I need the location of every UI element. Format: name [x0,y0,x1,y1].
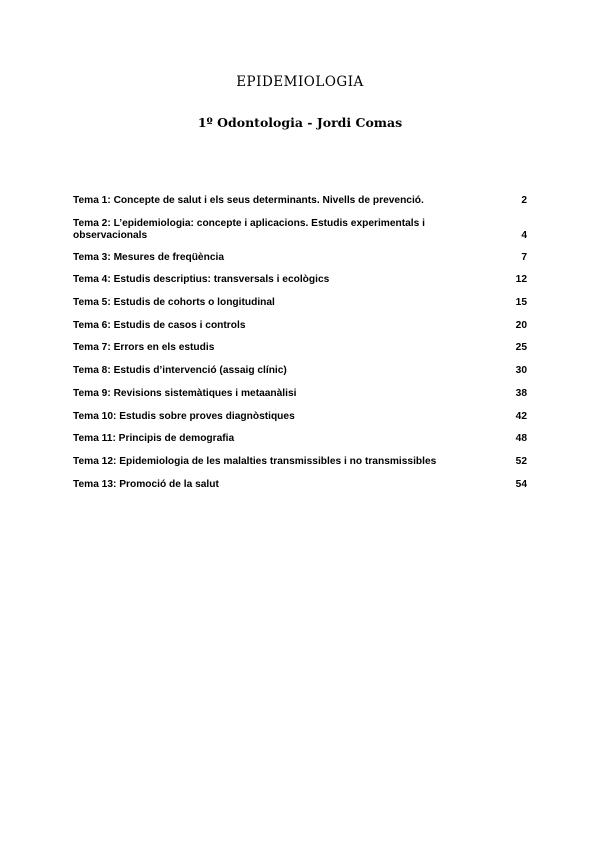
toc-entry[interactable] [73,456,527,468]
toc-entry-label: Tema 9: Revisions sistemàtiques i metaanàlisi [73,387,297,399]
toc-entry[interactable] [73,479,527,491]
toc-entry[interactable] [73,274,527,286]
toc-entry-page: 48 [515,433,527,445]
toc-entry[interactable] [73,433,527,445]
toc-entry[interactable] [73,388,527,400]
toc-entry[interactable] [73,252,527,264]
toc-entry-page: 38 [515,387,527,399]
toc-entry-label: Tema 3: Mesures de freqüència [73,251,224,263]
toc-entry[interactable] [73,218,527,242]
toc-entry-label: Tema 12: Epidemiologia de les malalties transmissibles i no transmissibles [73,455,437,467]
toc-entry-label: Tema 2: L’epidemiologia: concepte i aplicacions. Estudis experimentals i observacionals [73,217,425,241]
document-title: EPIDEMIOLOGIA [236,74,364,90]
toc-entry[interactable] [73,297,527,309]
toc-entry[interactable] [73,320,527,332]
toc-entry-label: Tema 4: Estudis descriptius: transversals i ecològics [73,274,330,286]
toc-entry-page: 7 [521,251,527,263]
toc-entry-label: Tema 13: Promoció de la salut [73,478,219,490]
toc-entry[interactable] [73,195,527,207]
toc-entry-page: 12 [515,274,527,286]
toc-entry-page: 2 [521,195,527,206]
toc-entry-label: Tema 10: Estudis sobre proves diagnòstiques [73,410,295,422]
toc-entry-label: Tema 7: Errors en els estudis [73,342,215,354]
toc-entry-page: 30 [515,365,527,377]
toc-entry-page: 25 [515,342,527,354]
table-of-contents [73,195,527,501]
toc-entry-page: 15 [515,297,527,309]
toc-entry-page: 54 [515,478,527,490]
document-subtitle: 1º Odontologia - Jordi Comas [197,115,403,130]
toc-entry-page: 4 [521,229,527,241]
toc-entry[interactable] [73,342,527,354]
toc-entry-label: Tema 1: Concepte de salut i els seus determinants. Nivells de prevenció. [73,195,424,206]
toc-entry-page: 52 [515,455,527,467]
toc-entry[interactable] [73,411,527,423]
toc-entry[interactable] [73,365,527,377]
toc-entry-page: 42 [515,410,527,422]
toc-entry-label: Tema 8: Estudis d’intervenció (assaig clínic) [73,365,287,377]
toc-entry-page: 20 [515,319,527,331]
toc-entry-label: Tema 11: Principis de demografia [73,433,235,445]
toc-entry-label: Tema 6: Estudis de casos i controls [73,319,246,331]
toc-entry-label: Tema 5: Estudis de cohorts o longitudinal [73,297,275,309]
